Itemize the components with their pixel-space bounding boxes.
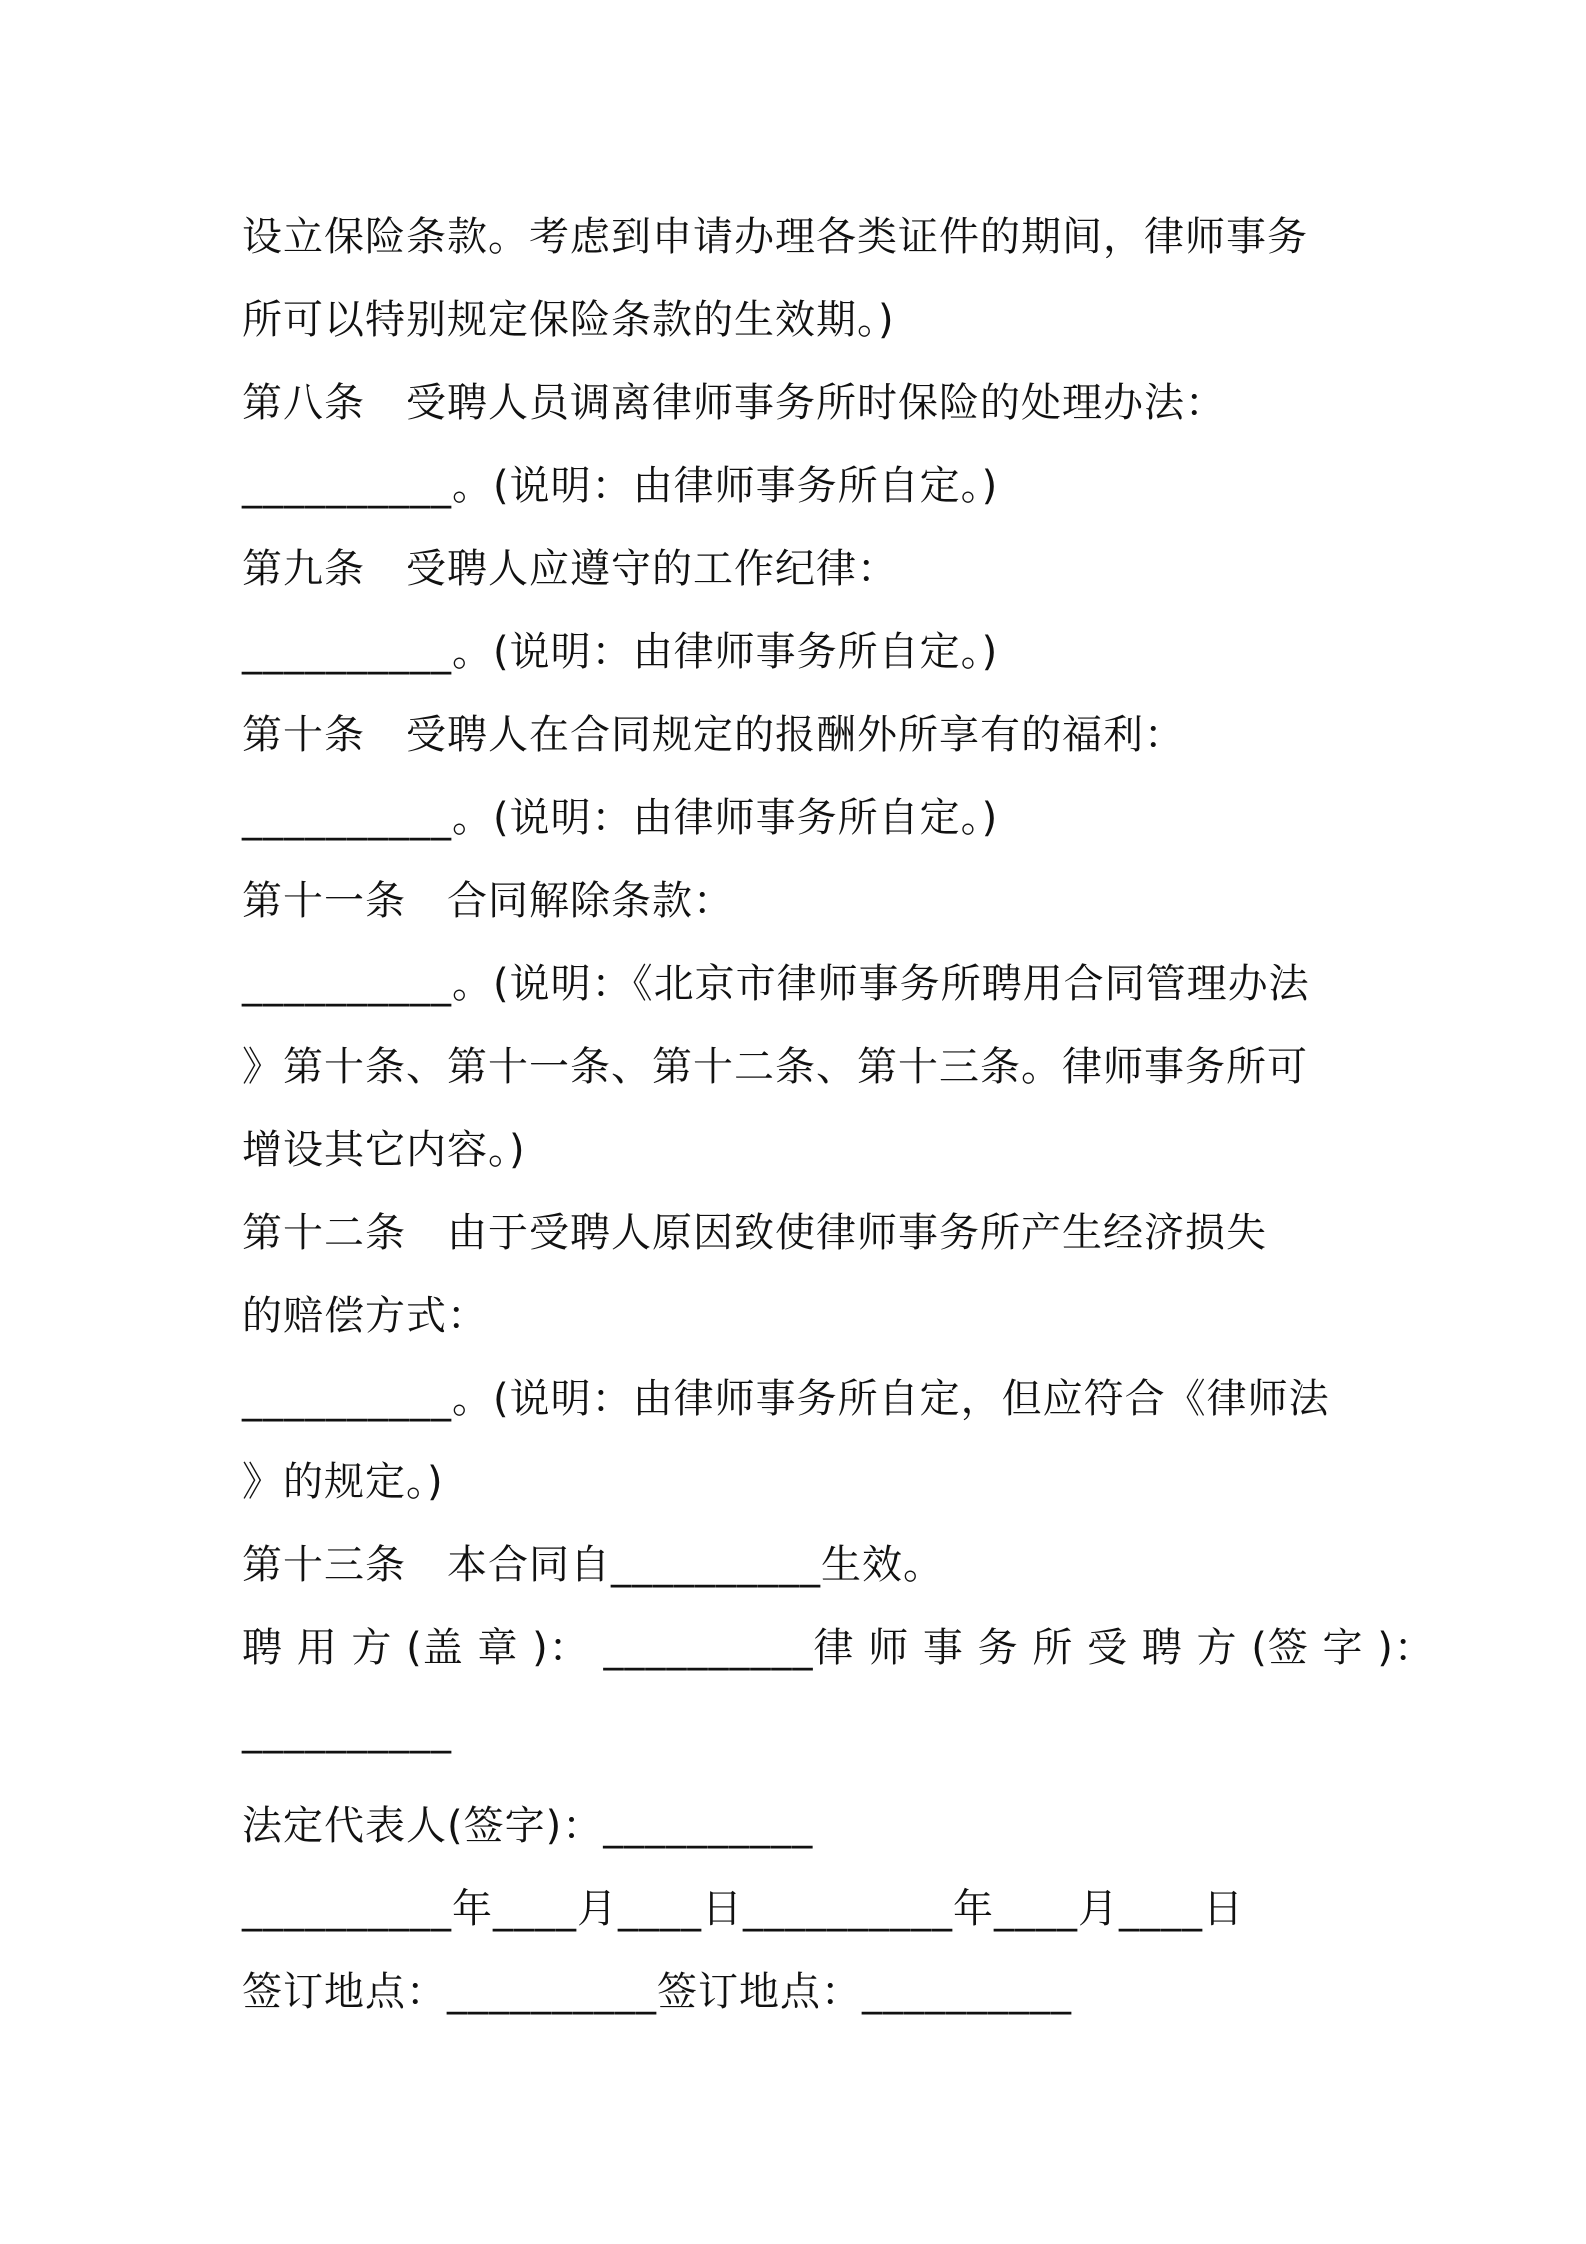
- article-8-note: __________。(说明：由律师事务所自定。): [242, 463, 999, 509]
- article-10-heading: 第十条 受聘人在合同规定的报酬外所享有的福利：: [242, 712, 1185, 758]
- article-12-heading: 第十二条 由于受聘人原因致使律师事务所产生经济损失: [242, 1210, 1267, 1256]
- signature-blank: __________: [242, 1708, 452, 1754]
- article-8-heading: 第八条 受聘人员调离律师事务所时保险的处理办法：: [242, 380, 1226, 426]
- article-13: 第十三条 本合同自__________生效。: [242, 1542, 944, 1588]
- paragraph-line: 设立保险条款。考虑到申请办理各类证件的期间，律师事务: [242, 214, 1308, 260]
- article-12-note: __________。(说明：由律师事务所自定，但应符合《律师法: [242, 1376, 1330, 1422]
- article-11-note-cont: 》第十条、第十一条、第十二条、第十三条。律师事务所可: [242, 1044, 1308, 1090]
- article-9-note: __________。(说明：由律师事务所自定。): [242, 629, 999, 675]
- article-12-heading-cont: 的赔偿方式：: [242, 1293, 488, 1339]
- article-11-heading: 第十一条 合同解除条款：: [242, 878, 734, 924]
- article-12-note-cont: 》的规定。): [242, 1459, 444, 1505]
- signing-location-line: 签订地点：__________签订地点：__________: [242, 1969, 1072, 2015]
- article-11-note: __________。(说明：《北京市律师事务所聘用合同管理办法: [242, 961, 1310, 1007]
- date-line: __________年____月____日__________年____月____日: [242, 1886, 1244, 1932]
- article-10-note: __________。(说明：由律师事务所自定。): [242, 795, 999, 841]
- paragraph-line: 所可以特别规定保险条款的生效期。): [242, 297, 895, 343]
- article-11-note-cont: 增设其它内容。): [242, 1127, 526, 1173]
- legal-representative-line: 法定代表人(签字)：__________: [242, 1803, 814, 1849]
- article-9-heading: 第九条 受聘人应遵守的工作纪律：: [242, 546, 898, 592]
- contract-body: [242, 196, 1435, 2034]
- signature-parties-line: 聘 用 方 (盖 章 )： __________律 师 事 务 所 受 聘 方 (签 字 )：: [242, 1625, 1435, 1671]
